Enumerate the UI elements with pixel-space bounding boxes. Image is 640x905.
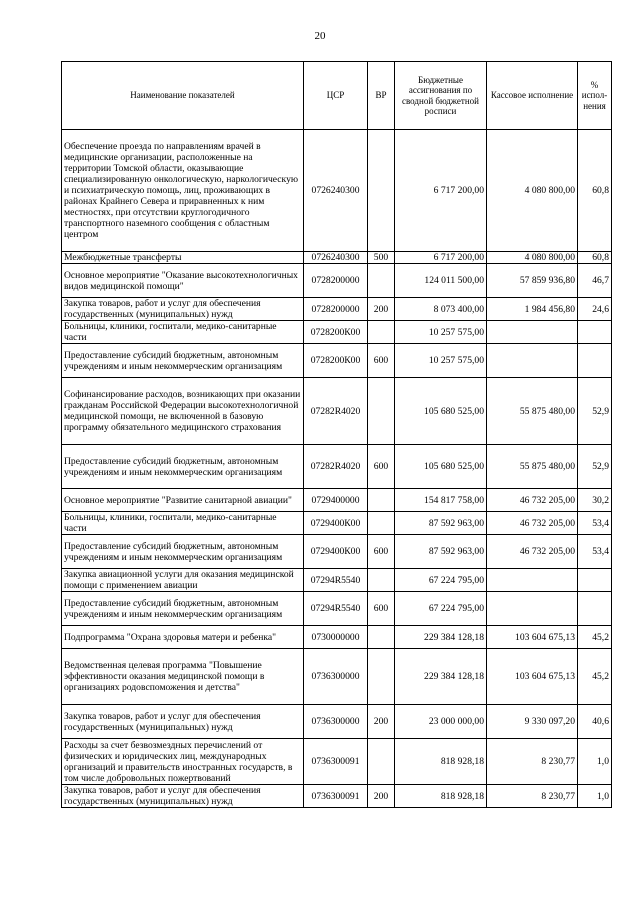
row-budget-cell: 105 680 525,00 xyxy=(395,445,487,489)
header-row xyxy=(62,62,612,130)
row-csr-cell: 0736300000 xyxy=(304,649,368,705)
row-csr-cell: 07282R4020 xyxy=(304,445,368,489)
row-name-cell: Закупка авиационной услуги для оказания медицинской помощи с применением авиации xyxy=(62,569,304,592)
table-row xyxy=(62,569,612,592)
row-budget-cell: 818 928,18 xyxy=(395,739,487,785)
row-csr-cell: 0726240300 xyxy=(304,130,368,252)
row-budget-cell: 87 592 963,00 xyxy=(395,512,487,535)
row-name-cell: Предоставление субсидий бюджетным, автономным учреждениям и иным некоммерческим организациям xyxy=(62,535,304,569)
row-cash-cell: 9 330 097,20 xyxy=(487,705,578,739)
row-percent-cell: 40,6 xyxy=(578,705,612,739)
row-csr-cell: 07282R4020 xyxy=(304,378,368,445)
row-csr-cell: 07294R5540 xyxy=(304,592,368,626)
row-cash-cell xyxy=(487,592,578,626)
row-percent-cell: 45,2 xyxy=(578,626,612,649)
row-csr-cell: 0728200000 xyxy=(304,298,368,321)
row-name-cell: Предоставление субсидий бюджетным, автономным учреждениям и иным некоммерческим организациям xyxy=(62,592,304,626)
header-csr: ЦСР xyxy=(304,62,368,130)
row-vr-cell xyxy=(368,569,395,592)
row-vr-cell xyxy=(368,739,395,785)
row-cash-cell: 1 984 456,80 xyxy=(487,298,578,321)
row-csr-cell: 0729400К00 xyxy=(304,512,368,535)
row-name-cell: Предоставление субсидий бюджетным, автономным учреждениям и иным некоммерческим организациям xyxy=(62,445,304,489)
row-budget-cell: 124 011 500,00 xyxy=(395,264,487,298)
row-percent-cell xyxy=(578,592,612,626)
row-percent-cell: 60,8 xyxy=(578,130,612,252)
row-cash-cell: 46 732 205,00 xyxy=(487,489,578,512)
header-cash: Кассовое исполнение xyxy=(487,62,578,130)
row-cash-cell: 103 604 675,13 xyxy=(487,649,578,705)
row-budget-cell: 10 257 575,00 xyxy=(395,321,487,344)
row-percent-cell: 60,8 xyxy=(578,252,612,264)
row-cash-cell: 55 875 480,00 xyxy=(487,378,578,445)
row-vr-cell: 200 xyxy=(368,298,395,321)
row-csr-cell: 0736300000 xyxy=(304,705,368,739)
table-row xyxy=(62,626,612,649)
row-csr-cell: 0729400К00 xyxy=(304,535,368,569)
row-name-cell: Межбюджетные трансферты xyxy=(62,252,304,264)
row-vr-cell xyxy=(368,130,395,252)
row-budget-cell: 154 817 758,00 xyxy=(395,489,487,512)
row-name-cell: Закупка товаров, работ и услуг для обеспечения государственных (муниципальных) нужд xyxy=(62,785,304,808)
row-vr-cell: 600 xyxy=(368,344,395,378)
row-vr-cell xyxy=(368,378,395,445)
row-cash-cell xyxy=(487,321,578,344)
table-row xyxy=(62,264,612,298)
row-name-cell: Больницы, клиники, госпитали, медико-санитарные части xyxy=(62,321,304,344)
row-name-cell: Основное мероприятие "Оказание высокотехнологичных видов медицинской помощи" xyxy=(62,264,304,298)
table-row xyxy=(62,785,612,808)
table-row xyxy=(62,739,612,785)
row-budget-cell: 229 384 128,18 xyxy=(395,649,487,705)
table-row xyxy=(62,378,612,445)
row-percent-cell xyxy=(578,344,612,378)
header-name: Наименование показателей xyxy=(62,62,304,130)
row-budget-cell: 8 073 400,00 xyxy=(395,298,487,321)
header-budget: Бюджетные ассигнования по сводной бюджетной росписи xyxy=(395,62,487,130)
row-cash-cell: 57 859 936,80 xyxy=(487,264,578,298)
table-row xyxy=(62,445,612,489)
row-cash-cell: 8 230,77 xyxy=(487,739,578,785)
table-row xyxy=(62,592,612,626)
row-csr-cell: 0728200К00 xyxy=(304,321,368,344)
row-name-cell: Подпрограмма "Охрана здоровья матери и ребенка" xyxy=(62,626,304,649)
row-vr-cell: 600 xyxy=(368,592,395,626)
row-percent-cell: 53,4 xyxy=(578,512,612,535)
row-budget-cell: 6 717 200,00 xyxy=(395,130,487,252)
row-csr-cell: 0728200К00 xyxy=(304,344,368,378)
row-cash-cell: 46 732 205,00 xyxy=(487,535,578,569)
row-budget-cell: 229 384 128,18 xyxy=(395,626,487,649)
row-vr-cell: 200 xyxy=(368,705,395,739)
row-cash-cell: 55 875 480,00 xyxy=(487,445,578,489)
row-vr-cell xyxy=(368,649,395,705)
row-name-cell: Закупка товаров, работ и услуг для обеспечения государственных (муниципальных) нужд xyxy=(62,298,304,321)
row-percent-cell: 46,7 xyxy=(578,264,612,298)
row-budget-cell: 87 592 963,00 xyxy=(395,535,487,569)
table-row xyxy=(62,705,612,739)
row-percent-cell xyxy=(578,569,612,592)
row-vr-cell: 200 xyxy=(368,785,395,808)
row-cash-cell xyxy=(487,569,578,592)
row-percent-cell: 1,0 xyxy=(578,739,612,785)
row-vr-cell xyxy=(368,489,395,512)
row-name-cell: Ведомственная целевая программа "Повышение эффективности оказания медицинской помощи в организациях родовспоможения и детства" xyxy=(62,649,304,705)
table-row xyxy=(62,489,612,512)
row-budget-cell: 6 717 200,00 xyxy=(395,252,487,264)
row-vr-cell xyxy=(368,512,395,535)
row-percent-cell: 45,2 xyxy=(578,649,612,705)
row-percent-cell: 52,9 xyxy=(578,445,612,489)
row-name-cell: Софинансирование расходов, возникающих при оказании гражданам Российской Федерации высокотехнологичной медицинской помощи, не включенной в базовую программу обязательного медицинского страхования xyxy=(62,378,304,445)
row-budget-cell: 23 000 000,00 xyxy=(395,705,487,739)
row-vr-cell xyxy=(368,264,395,298)
header-vr: ВР xyxy=(368,62,395,130)
row-budget-cell: 67 224 795,00 xyxy=(395,569,487,592)
row-vr-cell xyxy=(368,321,395,344)
row-csr-cell: 0730000000 xyxy=(304,626,368,649)
row-vr-cell: 500 xyxy=(368,252,395,264)
table-row xyxy=(62,535,612,569)
table-row xyxy=(62,512,612,535)
row-csr-cell: 0736300091 xyxy=(304,739,368,785)
table-body xyxy=(62,130,612,808)
row-csr-cell: 07294R5540 xyxy=(304,569,368,592)
row-percent-cell xyxy=(578,321,612,344)
row-name-cell: Закупка товаров, работ и услуг для обеспечения государственных (муниципальных) нужд xyxy=(62,705,304,739)
row-percent-cell: 52,9 xyxy=(578,378,612,445)
budget-table xyxy=(61,61,612,808)
row-budget-cell: 105 680 525,00 xyxy=(395,378,487,445)
row-budget-cell: 818 928,18 xyxy=(395,785,487,808)
table-row xyxy=(62,252,612,264)
row-name-cell: Обеспечение проезда по направлениям врачей в медицинские организации, расположенные на территории Томской области, оказывающие специализированную онкологическую, наркологическую и психиатрическую помощь, лиц, проживающих в районах Крайнего Севера и приравненных к ним местностях, при отсутствии круглогодичного транспортного наземного сообщения с областным центром xyxy=(62,130,304,252)
row-cash-cell xyxy=(487,344,578,378)
row-csr-cell: 0728200000 xyxy=(304,264,368,298)
table-row xyxy=(62,321,612,344)
row-cash-cell: 46 732 205,00 xyxy=(487,512,578,535)
table-row xyxy=(62,344,612,378)
row-csr-cell: 0729400000 xyxy=(304,489,368,512)
row-name-cell: Основное мероприятие "Развитие санитарной авиации" xyxy=(62,489,304,512)
table-row xyxy=(62,298,612,321)
table-row xyxy=(62,130,612,252)
header-pct: % испол-нения xyxy=(578,62,612,130)
row-vr-cell: 600 xyxy=(368,535,395,569)
row-vr-cell xyxy=(368,626,395,649)
row-csr-cell: 0726240300 xyxy=(304,252,368,264)
row-percent-cell: 53,4 xyxy=(578,535,612,569)
row-percent-cell: 24,6 xyxy=(578,298,612,321)
row-cash-cell: 103 604 675,13 xyxy=(487,626,578,649)
row-name-cell: Расходы за счет безвозмездных перечислений от физических и юридических лиц, международных организаций и правительств иностранных государств, в том числе добровольных пожертвований xyxy=(62,739,304,785)
row-budget-cell: 67 224 795,00 xyxy=(395,592,487,626)
page-number: 20 xyxy=(314,30,326,42)
table-row xyxy=(62,649,612,705)
row-name-cell: Больницы, клиники, госпитали, медико-санитарные части xyxy=(62,512,304,535)
row-percent-cell: 1,0 xyxy=(578,785,612,808)
row-csr-cell: 0736300091 xyxy=(304,785,368,808)
row-vr-cell: 600 xyxy=(368,445,395,489)
row-budget-cell: 10 257 575,00 xyxy=(395,344,487,378)
row-percent-cell: 30,2 xyxy=(578,489,612,512)
row-name-cell: Предоставление субсидий бюджетным, автономным учреждениям и иным некоммерческим организациям xyxy=(62,344,304,378)
row-cash-cell: 4 080 800,00 xyxy=(487,252,578,264)
row-cash-cell: 8 230,77 xyxy=(487,785,578,808)
row-cash-cell: 4 080 800,00 xyxy=(487,130,578,252)
